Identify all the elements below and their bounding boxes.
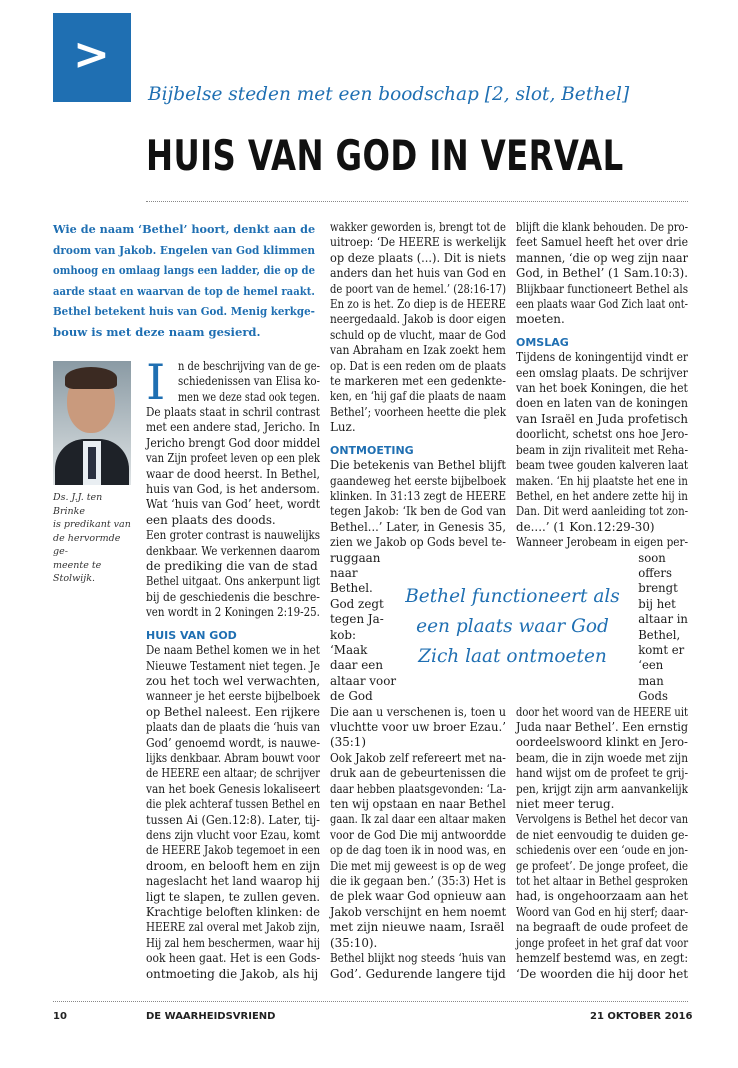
caption-line: Ds. J.J. ten Brinke — [53, 492, 103, 517]
text-line: een plaats waar God Zich laat ont- — [516, 297, 688, 312]
text-line: de HEERE Jakob tegemoet in een — [146, 843, 321, 858]
text-line: dens zijn vlucht voor Ezau, komt — [146, 827, 320, 842]
text-line: de....’ (1 Kon.12:29-30) — [516, 519, 655, 534]
text-line: Bethel blijkt nog steeds ‘huis van — [330, 951, 506, 966]
text-line: De plaats staat in schril contrast — [146, 405, 321, 419]
text-line: God zegt — [330, 596, 384, 611]
text-line: op. Dat is een reden om de plaats — [330, 358, 507, 373]
text-line: jonge profeet in het graf dat voor — [516, 935, 689, 950]
text-line: maken. ‘En hij plaatste het ene in — [516, 473, 688, 488]
text-line: n de beschrijving van de ge- — [178, 359, 320, 373]
section-heading-ontmoeting: ONTMOETING — [330, 443, 414, 457]
text-line: huis van God, is het andersom. — [146, 482, 320, 497]
text-line: En zo is het. Zo diep is de HEERE — [330, 297, 506, 312]
text-line: God, in Bethel’ (1 Sam.10:3). — [516, 266, 688, 281]
text-line: doen en laten van de koningen — [516, 396, 688, 411]
text-line: bij het — [638, 596, 676, 611]
intro-line: aarde staat en waarvan de top de hemel raakt. — [53, 283, 315, 298]
text-line: tegen Ja- — [330, 612, 384, 627]
text-line: ruggaan — [330, 550, 381, 565]
text-line: ‘Maak — [330, 642, 368, 657]
drop-cap: I — [146, 354, 166, 411]
text-line: daar hebben plaatsgevonden: ‘La- — [330, 781, 507, 796]
text-line: altaar in — [638, 612, 688, 627]
text-line: Bethel...’ Later, in Genesis 35, — [330, 519, 507, 534]
text-line: Jakob verschijnt en hem noemt — [330, 904, 507, 919]
text-line: Ook Jakob zelf refereert met na- — [330, 750, 506, 765]
text-line: offers — [638, 565, 672, 580]
text-line: de prediking die van de stad — [146, 559, 318, 574]
section-heading-omslag: OMSLAG — [516, 335, 569, 349]
text-line: gaandeweg het eerste bijbelboek — [330, 473, 506, 488]
text-line: na begraaft de oude profeet de — [516, 920, 689, 935]
text-line: komt er — [638, 642, 685, 657]
caption-line: is predikant van — [53, 519, 131, 530]
footer-divider — [53, 1001, 688, 1002]
pull-quote-line: Zich laat ontmoeten — [418, 646, 607, 667]
text-line: oordeelswoord klinkt en Jero- — [516, 735, 688, 750]
text-line: wanneer je het eerste bijbelboek — [146, 689, 320, 704]
section-heading-huis-van-god: HUIS VAN GOD — [146, 628, 237, 642]
text-line: een omslag plaats. De schrijver — [516, 365, 688, 380]
text-line: kob: — [330, 627, 356, 642]
text-line: Een groter contrast is nauwelijks — [146, 528, 321, 543]
text-line: ‘een — [638, 658, 664, 673]
text-line: op Bethel naleest. Een rijkere — [146, 704, 320, 719]
issue-date: 21 OKTOBER 2016 — [590, 1011, 693, 1022]
text-line: klinken. In 31:13 zegt de HEERE — [330, 488, 507, 503]
text-line: schiedenissen van Elisa ko- — [178, 374, 321, 389]
text-line: brengt — [638, 581, 678, 596]
text-line: HEERE zal overal met Jakob zijn, — [146, 920, 321, 935]
text-line: Bethel uitgaat. Ons ankerpunt ligt — [146, 574, 320, 589]
text-line: altaar voor — [330, 673, 397, 688]
text-line: Tijdens de koningentijd vindt er — [516, 350, 688, 365]
text-line: Blijkbaar functioneert Bethel als — [516, 281, 689, 296]
text-line: vluchtte voor uw broer Ezau.’ — [330, 720, 506, 734]
text-line: op de dag toen ik in nood was, en — [330, 843, 506, 858]
text-line: plaats dan de plaats die ‘huis van — [146, 720, 320, 735]
text-line: anders dan het huis van God en — [330, 266, 507, 281]
text-line: ligt te slapen, te zullen geven. — [146, 889, 321, 904]
intro-line: droom van Jakob. Engelen van God klimmen — [53, 242, 316, 257]
text-line: daar een — [330, 658, 383, 673]
text-line: door het woord van de HEERE uit — [516, 704, 689, 719]
text-line: met een andere stad, Jericho. In — [146, 420, 320, 435]
text-line: man — [638, 673, 664, 688]
text-line: de HEERE een altaar; de schrijver — [146, 766, 320, 781]
text-line: mannen, ‘die op weg zijn naar — [516, 250, 689, 265]
text-line: van Israël en Juda profetisch — [516, 411, 688, 426]
intro-paragraph — [53, 219, 315, 343]
text-line: soon — [638, 550, 666, 565]
article-subtitle: Bijbelse steden met een boodschap [2, slot, Bethel] — [148, 84, 630, 105]
text-line: waar de dood heerst. In Bethel, — [146, 466, 321, 481]
text-line: Bethel, en het andere zette hij in — [516, 488, 688, 503]
text-line: God’ genoemd wordt, is nauwe- — [146, 735, 321, 750]
text-line: de God — [330, 689, 373, 704]
intro-line: omhoog en omlaag langs een ladder, die op de — [53, 263, 315, 278]
text-line: (35:10). — [330, 935, 378, 950]
text-line: Krachtige beloften klinken: de — [146, 905, 320, 919]
text-line: beam twee gouden kalveren laat — [516, 458, 689, 473]
text-line: hemzelf bestemd was, en zegt: — [516, 951, 689, 966]
intro-line: bouw is met deze naam gesierd. — [53, 324, 261, 339]
text-line: de plek waar God opnieuw aan — [330, 889, 507, 904]
text-line: Woord van God en hij sterf; daar- — [516, 904, 689, 919]
text-line: een plaats des doods. — [146, 512, 276, 527]
text-line: Juda naar Bethel’. Een ernstig — [516, 720, 689, 734]
pull-quote-line: een plaats waar God — [416, 616, 609, 637]
text-line: Bethel, — [638, 627, 681, 642]
text-line: van het boek Genesis lokaliseert — [146, 781, 321, 796]
text-line: doorlicht, schetst ons hoe Jero- — [516, 427, 688, 442]
text-line: Jericho brengt God door middel — [146, 435, 321, 450]
page-number: 10 — [53, 1011, 67, 1022]
text-line: neergedaald. Jakob is door eigen — [330, 312, 507, 327]
text-line: Die betekenis van Bethel blijft — [330, 458, 506, 473]
author-photo — [53, 361, 131, 485]
text-line: naar — [330, 565, 358, 580]
text-line: van het boek Koningen, die het — [516, 381, 688, 396]
text-line: die ik gegaan ben.’ (35:3) Het is — [330, 874, 506, 889]
text-line: (35:1) — [330, 735, 366, 750]
text-line: Die aan u verschenen is, toen u — [330, 704, 506, 719]
text-line: tot het altaar in Bethel gesproken — [516, 874, 688, 889]
text-line: Bethel’; voorheen heette die plek — [330, 404, 507, 419]
text-line: denkbaar. We verkennen daarom — [146, 543, 321, 558]
text-line: men we deze stad ook tegen. — [178, 389, 320, 404]
text-line: Nieuwe Testament niet tegen. Je — [146, 658, 320, 673]
text-line: Hij zal hem beschermen, waar hij — [146, 935, 321, 950]
text-line: voor de God Die mij antwoordde — [330, 827, 507, 842]
text-line: Bethel. — [330, 581, 373, 596]
intro-line: Wie de naam ‘Bethel’ hoort, denkt aan de — [53, 222, 316, 236]
text-line: pen, krijgt zijn arm aanvankelijk — [516, 781, 689, 796]
text-line: op deze plaats (...). Dit is niets — [330, 250, 506, 265]
text-line: feet Samuel heeft het over drie — [516, 235, 689, 250]
text-line: moeten. — [516, 312, 565, 327]
text-line: de niet eenvoudig te duiden ge- — [516, 827, 689, 842]
text-line: blijft die klank behouden. De pro- — [516, 220, 689, 234]
text-line: Wat ‘huis van God’ heet, wordt — [146, 497, 321, 512]
column-1 — [146, 405, 354, 982]
text-line: ook heen gaat. Het is een Gods- — [146, 951, 321, 966]
text-line: had, is ongehoorzaam aan het — [516, 889, 689, 904]
text-line: schiedenis over een ‘oude en jon- — [516, 843, 689, 858]
text-line: van Zijn profeet leven op een plek — [146, 451, 320, 466]
text-line: ken, en ‘hij gaf die plaats de naam — [330, 389, 506, 404]
text-line: niet meer terug. — [516, 797, 615, 812]
text-line: droom, en belooft hem en zijn — [146, 858, 320, 873]
title-divider — [146, 201, 688, 202]
text-line: beam in zijn rivaliteit met Reha- — [516, 442, 689, 457]
text-line: ontmoeting die Jakob, als hij — [146, 966, 319, 981]
text-line: zou het toch wel verwachten, — [146, 673, 321, 688]
text-line: Dan. Dit werd aanleiding tot zon- — [516, 504, 689, 519]
text-line: schuld op de vlucht, maar de God — [330, 327, 506, 342]
text-line: die plek achteraf tussen Bethel en — [146, 797, 321, 812]
text-line: ‘De woorden die hij door het — [516, 966, 689, 981]
text-line: De naam Bethel komen we in het — [146, 643, 320, 658]
section-badge — [53, 13, 131, 102]
text-line: met zijn nieuwe naam, Israël — [330, 920, 505, 935]
text-line: ge profeet’. De jonge profeet, die — [516, 858, 689, 873]
text-line: van Abraham en Izak zoekt hem — [330, 343, 506, 358]
text-line: te markeren met een gedenkte- — [330, 374, 506, 389]
pull-quote — [405, 582, 620, 672]
text-line: beam, die in zijn woede met zijn — [516, 750, 688, 765]
text-line: Wanneer Jerobeam in eigen per- — [516, 535, 689, 550]
caption-line: de hervormde ge- — [53, 532, 121, 557]
text-line: Luz. — [330, 420, 356, 435]
text-line: tussen Ai (Gen.12:8). Later, tij- — [146, 812, 320, 827]
photo-caption — [53, 491, 137, 586]
pull-quote-line: Bethel functioneert als — [405, 586, 620, 607]
text-line: nageslacht het land waarop hij — [146, 874, 320, 889]
column-1-opening — [178, 359, 353, 405]
text-line: Gods — [638, 689, 668, 704]
text-line: gaan. Ik zal daar een altaar maken — [330, 812, 506, 827]
intro-line: Bethel betekent huis van God. Menig kerkge- — [53, 304, 315, 319]
publication-name: DE WAARHEIDSVRIEND — [146, 1011, 276, 1022]
text-line: uitroep: ‘De HEERE is werkelijk — [330, 235, 507, 250]
text-line: Vervolgens is Bethel het decor van — [516, 812, 689, 827]
text-line: tegen Jakob: ‘Ik ben de God van — [330, 504, 507, 519]
text-line: hand wijst om de profeet te grij- — [516, 766, 689, 781]
text-line: bij de geschiedenis die beschre- — [146, 589, 320, 604]
text-line: zien we Jakob op Gods bevel te- — [330, 535, 506, 550]
text-line: lijks denkbaar. Abram bouwt voor — [146, 750, 321, 765]
text-line: ten wij opstaan en naar Bethel — [330, 797, 506, 812]
chevron-right-icon: > — [73, 29, 110, 80]
text-line: ven wordt in 2 Koningen 2:19-25. — [146, 605, 320, 620]
text-line: druk aan de gebeurtenissen die — [330, 766, 506, 781]
article-title: HUIS VAN GOD IN VERVAL — [146, 131, 624, 180]
caption-line: meente te Stolwijk. — [53, 559, 102, 584]
text-line: wakker geworden is, brengt tot de — [330, 220, 506, 234]
text-line: Die met mij geweest is op de weg — [330, 858, 507, 873]
text-line: God’. Gedurende langere tijd — [330, 966, 506, 981]
text-line: de poort van de hemel.’ (28:16-17) — [330, 281, 507, 296]
